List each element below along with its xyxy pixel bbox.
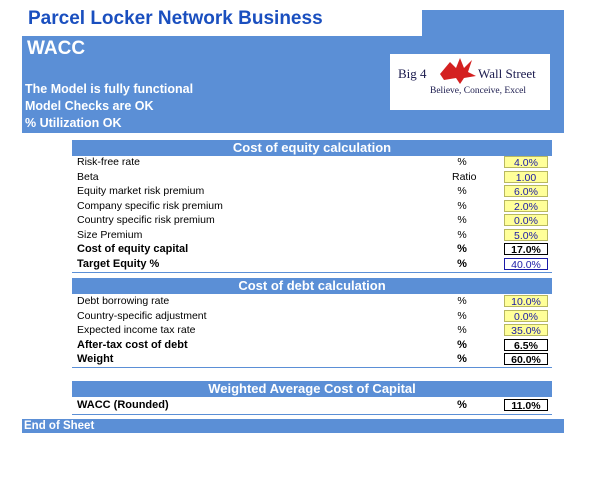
cost-of-debt-header: Cost of debt calculation [72,278,552,294]
income-tax-rate-input[interactable]: 35.0% [504,324,548,336]
logo-brand-right: Wall Street [478,66,536,81]
row-label: Cost of equity capital [77,243,189,255]
country-risk-premium-input[interactable]: 0.0% [504,214,548,226]
row-label: Expected income tax rate [77,324,196,336]
row-label: Debt borrowing rate [77,295,170,307]
table-row [72,353,552,368]
size-premium-input[interactable]: 5.0% [504,229,548,241]
status-utilization: % Utilization OK [25,116,122,130]
beta-input[interactable]: 1.00 [504,171,548,183]
country-adjustment-input[interactable]: 0.0% [504,310,548,322]
end-of-sheet-label: End of Sheet [24,420,95,432]
table-row [72,214,552,229]
row-label: After-tax cost of debt [77,338,188,351]
row-label: Risk-free rate [77,156,141,168]
table-row [72,171,552,186]
row-unit: % [457,338,467,351]
row-unit: % [457,258,467,270]
logo-tagline: Believe, Conceive, Excel [430,86,527,96]
cost-of-equity-header: Cost of equity calculation [72,140,552,156]
section-divider [72,414,552,415]
page-title: Parcel Locker Network Business [28,8,323,29]
row-label: Country specific risk premium [77,214,215,226]
after-tax-cost-of-debt-value: 6.5% [504,339,548,351]
table-row [72,324,552,339]
eagle-icon [438,56,478,86]
row-unit: % [457,156,467,168]
row-unit: % [457,243,467,255]
wacc-label: WACC (Rounded) [77,399,169,411]
row-label: Target Equity % [77,258,160,270]
table-row [72,156,552,171]
row-unit: Ratio [452,170,477,183]
sheet-subtitle: WACC [27,38,86,59]
row-label: Size Premium [77,228,143,241]
row-unit: % [457,309,467,322]
target-equity-value[interactable]: 40.0% [504,258,548,270]
table-row [72,310,552,325]
table-row [72,185,552,200]
wacc-unit: % [457,399,467,411]
row-label: Weight [77,353,114,365]
table-row [72,339,552,354]
row-label: Company specific risk premium [77,199,223,212]
table-row [72,295,552,310]
row-unit: % [457,185,467,197]
row-unit: % [457,324,467,336]
row-unit: % [457,228,467,241]
wacc-value: 11.0% [504,399,548,411]
section-divider [72,367,552,368]
table-row [72,200,552,215]
table-row [72,258,552,273]
row-unit: % [457,199,467,212]
status-model-functional: The Model is fully functional [25,82,194,96]
table-row [72,229,552,244]
row-label: Country-specific adjustment [77,309,207,322]
debt-weight-value: 60.0% [504,353,548,365]
end-of-sheet-bar [22,419,564,433]
row-label: Beta [77,170,99,183]
equity-market-risk-premium-input[interactable]: 6.0% [504,185,548,197]
wacc-header: Weighted Average Cost of Capital [72,381,552,397]
risk-free-rate-input[interactable]: 4.0% [504,156,548,168]
section-divider [72,272,552,273]
company-logo [390,54,550,110]
row-unit: % [457,295,467,307]
logo-brand-left: Big 4 [398,66,427,81]
row-unit: % [457,353,467,365]
wacc-row [72,399,552,414]
status-model-checks: Model Checks are OK [25,99,154,113]
debt-borrowing-rate-input[interactable]: 10.0% [504,295,548,307]
row-unit: % [457,214,467,226]
company-risk-premium-input[interactable]: 2.0% [504,200,548,212]
cost-of-equity-value: 17.0% [504,243,548,255]
row-label: Equity market risk premium [77,185,205,197]
table-row [72,243,552,258]
